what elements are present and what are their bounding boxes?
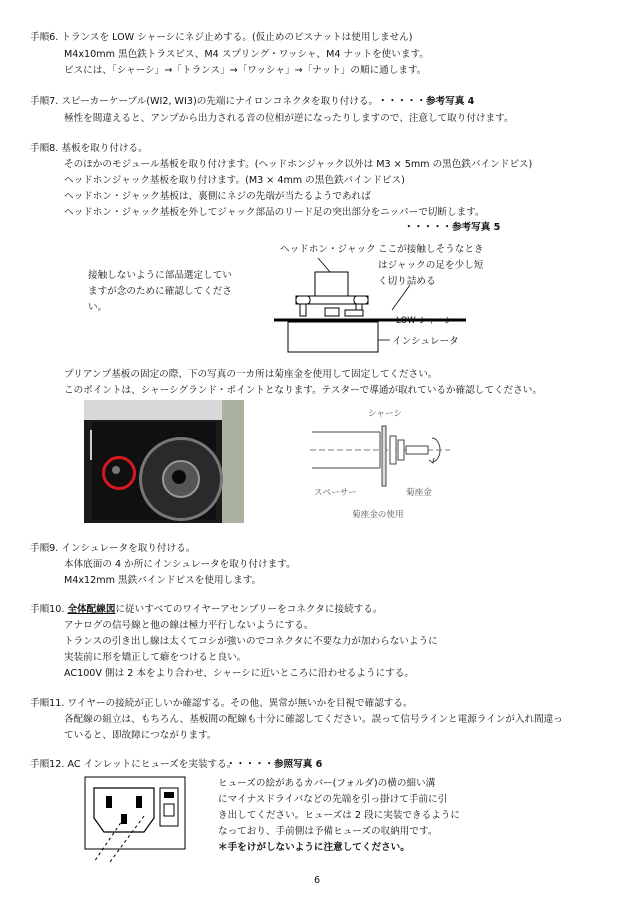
step12-warning: ＊手をけがしないように注意してください。	[218, 842, 410, 853]
step8-line1: そのほかのモジュール基板を取り付けます。(ヘッドホンジャック以外は M3 × 5mm の黒色鉄バインドビス)	[64, 159, 533, 170]
step9-heading: 手順9. インシュレータを取り付ける。	[30, 543, 196, 554]
step6-line2: ビスには、「シャーシ」→「トランス」→「ワッシャ」→「ナット」の順に通します。	[64, 65, 427, 76]
step11-line1: 各配線の組立は、もちろん、基板間の配線も十分に確認してください。誤って信号ラインと電源ラインが入れ間違っ	[64, 714, 563, 725]
chassis-ground-photo	[84, 400, 244, 523]
step10-line4: AC100V 側は 2 本をより合わせ、シャーシに近いところに沿わせるようにする。	[64, 668, 414, 679]
step10-line1: アナログの信号線と他の線は極力平行しないようにする。	[64, 620, 314, 631]
step12-heading: 手順12. AC インレットにヒューズを実装する。	[30, 759, 237, 770]
wiring-diagram-link: 全体配線図	[67, 604, 116, 615]
step7-ref: ・・・・・参考写真 4	[378, 96, 475, 107]
step9-line1: 本体底面の 4 か所にインシュレータを取り付けます。	[64, 559, 296, 570]
page-number: 6	[314, 875, 321, 886]
step10-line3: 実装前に形を矯正して癖をつけると良い。	[64, 652, 247, 663]
step12-desc-3: き出してください。ヒューズは 2 段に実装できるように	[218, 810, 460, 821]
low-chassis-label: LOW シャーシ	[396, 316, 453, 326]
preamp-line2: このポイントは、シャーシグランド・ポイントとなります。テスターで導通が取れているか確認してください。	[64, 385, 542, 396]
contact-note-line2: ますが念のために確認してくださ	[88, 286, 232, 297]
ground-point-marker	[102, 456, 136, 490]
jack-note-line1: ここが接触しそうなとき	[378, 244, 484, 255]
step6-line1: M4x10mm 黒色鉄トラスビス、M4 スプリング・ワッシャ、M4 ナットを使います。	[64, 49, 429, 60]
step12-desc-2: にマイナスドライバなどの先端を引っ掛けて手前に引	[218, 794, 448, 805]
preamp-line1: プリアンプ基板の固定の際、下の写真の一カ所は菊座金を使用して固定してください。	[64, 369, 438, 380]
step8-heading: 手順8. 基板を取り付ける。	[30, 143, 148, 154]
washer-chassis-label: シャーシ	[368, 409, 403, 419]
star-washer-diagram	[310, 420, 460, 490]
step12-desc-4: なっており、手前側は予備ヒューズの収納用です。	[218, 826, 438, 837]
step12-desc-1: ヒューズの絵があるカバー(フォルダ)の横の細い溝	[218, 778, 436, 789]
step8-line4: ヘッドホン・ジャック基板を外してジャック部品のリード足の突出部分をニッパーで切断します。	[64, 207, 485, 218]
insulator-label: インシュレータ	[392, 336, 459, 347]
jack-note-line3: く切り詰める	[378, 276, 436, 287]
washer-spacer-label: スペーサー	[314, 488, 357, 498]
ac-inlet-diagram	[84, 776, 194, 866]
step6-heading: 手順6. トランスを LOW シャーシにネジ止めする。(仮止めのビスナットは使用しません)	[30, 32, 413, 43]
step11-line2: ていると、即故障につながります。	[64, 730, 217, 741]
step11-heading: 手順11. ワイヤーの接続が正しいか確認する。その他、異常が無いかを目視で確認する。	[30, 698, 413, 709]
washer-caption: 菊座金の使用	[352, 510, 404, 520]
step7-line1: 極性を間違えると、アンプから出力される音の位相が逆になったりしますので、注意して取り付けます。	[64, 113, 514, 124]
washer-star-label: 菊座金	[406, 488, 432, 498]
step8-ref: ・・・・・参考写真 5	[404, 222, 501, 233]
step12-ref: ・・・・・参照写真 6	[226, 759, 323, 770]
step10-line2: トランスの引き出し線は太くてコシが強いのでコネクタに不要な力が加わらないように	[64, 636, 438, 647]
step10-heading: 手順10. 全体配線図に従いすべてのワイヤーアセンブリーをコネクタに接続する。	[30, 604, 383, 615]
jack-label: ヘッドホン・ジャック	[280, 244, 376, 255]
jack-note-line2: はジャックの足を少し短	[378, 260, 484, 271]
step7-heading: 手順7. スピーカーケーブル(WI2, WI3)の先端にナイロンコネクタを取り付ける。	[30, 96, 379, 107]
step9-line2: M4x12mm 黒鉄バインドビスを使用します。	[64, 575, 262, 586]
contact-note-line1: 接触しないように部品選定してい	[88, 270, 232, 281]
contact-note-line3: い。	[88, 302, 108, 313]
step8-line3: ヘッドホン・ジャック基板は、裏側にネジの先端が当たるようであれば	[64, 191, 371, 202]
step8-line2: ヘッドホンジャック基板を取り付けます。(M3 × 4mm の黒色鉄バインドビス)	[64, 175, 405, 186]
